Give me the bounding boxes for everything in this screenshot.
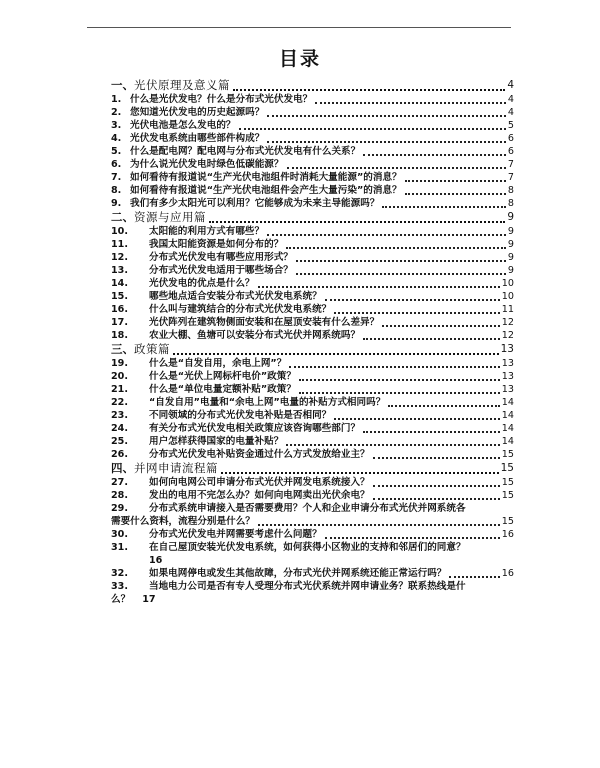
- toc-number: 29.: [111, 503, 128, 514]
- toc-page: 15: [501, 477, 514, 488]
- toc-section[interactable]: [111, 342, 514, 357]
- leader-dots: [405, 187, 506, 195]
- toc-number: 13.: [111, 265, 128, 276]
- toc-number: 20.: [111, 371, 128, 382]
- toc-text: 光伏原理及意义篇: [134, 78, 230, 92]
- toc-entry[interactable]: [111, 264, 514, 277]
- toc-text-continued: 么？: [111, 594, 131, 605]
- toc-number: 6.: [111, 159, 122, 170]
- leader-dots: [325, 293, 500, 301]
- toc-text: 农业大棚、鱼塘可以安装分布式光伏并网系统吗？: [149, 330, 361, 341]
- toc-section[interactable]: [111, 78, 514, 93]
- leader-dots: [325, 531, 500, 539]
- toc-page: 16: [149, 555, 163, 566]
- toc-text: 什么叫与建筑结合的分布式光伏发电系统？: [149, 304, 332, 315]
- leader-dots: [258, 280, 500, 288]
- toc-text: 政策篇: [134, 342, 170, 356]
- toc-text: 有关分布式光伏发电相关政策应该咨询哪些部门？: [149, 423, 361, 434]
- toc-entry[interactable]: [111, 119, 514, 132]
- toc-page: 12: [501, 317, 514, 328]
- leader-dots: [221, 466, 499, 474]
- toc-text: 什么是“单位电量定额补贴”政策？: [149, 384, 296, 395]
- toc-entry[interactable]: [111, 489, 514, 502]
- toc-page: 5: [507, 120, 514, 131]
- toc-entry[interactable]: [111, 476, 514, 489]
- toc-page: 14: [501, 436, 514, 447]
- toc-entry[interactable]: [111, 422, 514, 435]
- toc-number: 11.: [111, 239, 128, 250]
- toc-entry[interactable]: [111, 238, 514, 251]
- toc-entry[interactable]: [111, 132, 514, 145]
- toc-text: 分布式系统申请接入是否需要费用？个人和企业申请分布式光伏并网系统各: [149, 503, 466, 514]
- toc-section[interactable]: [111, 461, 514, 476]
- toc-number: 9.: [111, 198, 122, 209]
- leader-dots: [289, 360, 499, 368]
- toc-entry[interactable]: [111, 370, 514, 383]
- toc-page: 9: [507, 252, 514, 263]
- toc-number: 一、: [111, 78, 134, 92]
- toc-page: 13: [501, 384, 514, 395]
- toc-entry[interactable]: [111, 303, 514, 316]
- toc-number: 3.: [111, 120, 122, 131]
- toc-entry[interactable]: [111, 93, 514, 106]
- leader-dots: [449, 570, 499, 578]
- leader-dots: [334, 412, 500, 420]
- toc-page: 6: [507, 146, 514, 157]
- toc-page: 9: [507, 226, 514, 237]
- toc-page: 13: [501, 358, 514, 369]
- table-of-contents: [111, 78, 514, 606]
- toc-number: 21.: [111, 384, 128, 395]
- toc-page: 13: [501, 371, 514, 382]
- leader-dots: [363, 425, 500, 433]
- toc-text: 并网申请流程篇: [134, 461, 218, 475]
- leader-dots: [267, 109, 506, 117]
- toc-text: 光伏阵列在建筑物侧面安装和在屋顶安装有什么差异？: [149, 317, 380, 328]
- leader-dots: [382, 200, 505, 208]
- toc-entry[interactable]: [111, 541, 514, 567]
- toc-text: 不同领域的分布式光伏发电补贴是否相同？: [149, 410, 332, 421]
- toc-page: 15: [500, 462, 514, 474]
- toc-page: 14: [501, 423, 514, 434]
- toc-text: 如果电网停电或发生其他故障，分布式光伏并网系统还能正常运行吗？: [149, 568, 447, 579]
- toc-entry[interactable]: [111, 277, 514, 290]
- toc-number: 7.: [111, 172, 122, 183]
- toc-page: 6: [507, 133, 514, 144]
- toc-number: 27.: [111, 477, 128, 488]
- leader-dots: [405, 174, 506, 182]
- toc-entry[interactable]: [111, 251, 514, 264]
- toc-text: 什么是配电网？配电网与分布式光伏发电有什么关系？: [130, 146, 361, 157]
- leader-dots: [233, 83, 505, 91]
- toc-number: 22.: [111, 397, 128, 408]
- toc-number: 18.: [111, 330, 128, 341]
- leader-dots: [363, 332, 500, 340]
- toc-page: 9: [507, 265, 514, 276]
- leader-dots: [382, 319, 500, 327]
- toc-number: 10.: [111, 226, 128, 237]
- toc-text: 如何看待有报道说“生产光伏电池组件会产生大量污染”的消息？: [130, 185, 402, 196]
- toc-entry[interactable]: [111, 171, 514, 184]
- toc-page: 16: [501, 529, 514, 540]
- toc-page: 7: [507, 172, 514, 183]
- toc-number: 三、: [111, 342, 134, 356]
- toc-entry[interactable]: [111, 290, 514, 303]
- toc-page: 15: [501, 516, 514, 527]
- toc-text: 为什么说光伏发电时绿色低碳能源？: [130, 159, 284, 170]
- toc-entry[interactable]: [111, 184, 514, 197]
- toc-entry[interactable]: [111, 197, 514, 210]
- leader-dots: [299, 373, 500, 381]
- toc-page: 16: [501, 568, 514, 579]
- toc-page: 12: [501, 330, 514, 341]
- leader-dots: [388, 399, 499, 407]
- leader-dots: [287, 161, 506, 169]
- toc-entry[interactable]: [111, 225, 514, 238]
- toc-page: 4: [507, 79, 514, 91]
- leader-dots: [209, 215, 505, 223]
- toc-page: 4: [507, 94, 514, 105]
- toc-number: 19.: [111, 358, 128, 369]
- toc-number: 31.: [111, 542, 128, 553]
- leader-dots: [267, 135, 506, 143]
- toc-page: 17: [142, 594, 156, 605]
- toc-page: 13: [500, 343, 514, 355]
- leader-dots: [373, 451, 500, 459]
- toc-text: 我们有多少太阳光可以利用？它能够成为未来主导能源吗？: [130, 198, 380, 209]
- toc-text: 什么是“光伏上网标杆电价”政策？: [149, 371, 296, 382]
- toc-section[interactable]: [111, 210, 514, 225]
- toc-entry[interactable]: [111, 502, 514, 528]
- toc-entry[interactable]: [111, 580, 514, 606]
- toc-text: 如何看待有报道说“生产光伏电池组件时消耗大量能源”的消息？: [130, 172, 402, 183]
- toc-number: 24.: [111, 423, 128, 434]
- toc-number: 5.: [111, 146, 122, 157]
- toc-page: 15: [501, 449, 514, 460]
- toc-text: 如何向电网公司申请分布式光伏并网发电系统接入？: [149, 477, 370, 488]
- toc-number: 33.: [111, 581, 128, 592]
- leader-dots: [296, 267, 506, 275]
- toc-number: 23.: [111, 410, 128, 421]
- toc-entry[interactable]: [111, 106, 514, 119]
- leader-dots: [315, 96, 506, 104]
- toc-number: 28.: [111, 490, 128, 501]
- toc-text: 发出的电用不完怎么办？如何向电网卖出光伏余电？: [149, 490, 370, 501]
- toc-entry[interactable]: [111, 448, 514, 461]
- toc-number: 32.: [111, 568, 128, 579]
- toc-text: 光伏电池是怎么发电的？: [130, 120, 236, 131]
- toc-text: 分布式光伏发电适用于哪些场合？: [149, 265, 293, 276]
- leader-dots: [363, 148, 506, 156]
- toc-number: 12.: [111, 252, 128, 263]
- toc-page: 9: [507, 239, 514, 250]
- leader-dots: [258, 518, 500, 526]
- toc-page: 14: [501, 397, 514, 408]
- toc-page: 4: [507, 107, 514, 118]
- toc-text: 分布式光伏发电补贴资金通过什么方式发放给业主？: [149, 449, 370, 460]
- toc-page: 7: [507, 159, 514, 170]
- leader-dots: [286, 241, 506, 249]
- leader-dots: [239, 122, 506, 130]
- leader-dots: [267, 228, 506, 236]
- toc-entry[interactable]: [111, 396, 514, 409]
- toc-number: 14.: [111, 278, 128, 289]
- toc-page: 10: [501, 291, 514, 302]
- toc-number: 四、: [111, 461, 134, 475]
- toc-text: 我国太阳能资源是如何分布的？: [149, 239, 284, 250]
- toc-page: 14: [501, 410, 514, 421]
- toc-entry[interactable]: [111, 329, 514, 342]
- toc-text: 用户怎样获得国家的电量补贴？: [149, 436, 284, 447]
- toc-page: 15: [501, 490, 514, 501]
- toc-number: 26.: [111, 449, 128, 460]
- toc-text: 什么是光伏发电？什么是分布式光伏发电？: [130, 94, 313, 105]
- toc-text: 光伏发电系统由哪些部件构成？: [130, 133, 265, 144]
- toc-number: 8.: [111, 185, 122, 196]
- toc-number: 2.: [111, 107, 122, 118]
- toc-number: 30.: [111, 529, 128, 540]
- toc-text: 分布式光伏发电并网需要考虑什么问题？: [149, 529, 322, 540]
- toc-page: 10: [501, 278, 514, 289]
- toc-page: 8: [507, 185, 514, 196]
- toc-text: 分布式光伏发电有哪些应用形式？: [149, 252, 293, 263]
- toc-entry[interactable]: [111, 357, 514, 370]
- toc-entry[interactable]: [111, 567, 514, 580]
- toc-number: 16.: [111, 304, 128, 315]
- page-title: 目录: [278, 48, 321, 70]
- toc-text: 当地电力公司是否有专人受理分布式光伏系统并网申请业务？联系热线是什: [149, 581, 466, 592]
- leader-dots: [373, 492, 500, 500]
- toc-page: 11: [501, 304, 514, 315]
- toc-number: 4.: [111, 133, 122, 144]
- leader-dots: [373, 479, 500, 487]
- toc-text-continued: 需要什么资料，流程分别是什么？: [111, 516, 255, 527]
- toc-entry[interactable]: [111, 316, 514, 329]
- toc-text: 什么是“自发自用，余电上网”？: [149, 358, 287, 369]
- toc-text: 资源与应用篇: [134, 210, 206, 224]
- leader-dots: [173, 347, 499, 355]
- leader-dots: [296, 254, 506, 262]
- toc-text: “自发自用”电量和“余电上网”电量的补贴方式相同吗？: [149, 397, 386, 408]
- toc-entry[interactable]: [111, 409, 514, 422]
- toc-page: 8: [507, 198, 514, 209]
- toc-number: 25.: [111, 436, 128, 447]
- toc-entry[interactable]: [111, 158, 514, 171]
- toc-text: 太阳能的利用方式有哪些？: [149, 226, 265, 237]
- toc-entry[interactable]: [111, 383, 514, 396]
- leader-dots: [299, 386, 500, 394]
- toc-number: 15.: [111, 291, 128, 302]
- toc-text: 您知道光伏发电的历史起源吗？: [130, 107, 265, 118]
- toc-page: 9: [507, 211, 514, 223]
- toc-number: 二、: [111, 210, 134, 224]
- toc-entry[interactable]: [111, 145, 514, 158]
- leader-dots: [286, 438, 499, 446]
- toc-number: 1.: [111, 94, 122, 105]
- leader-dots: [334, 306, 500, 314]
- toc-text: 在自己屋顶安装光伏发电系统，如何获得小区物业的支持和邻居们的同意？: [149, 542, 466, 553]
- toc-text: 光伏发电的优点是什么？: [149, 278, 255, 289]
- toc-text: 哪些地点适合安装分布式光伏发电系统？: [149, 291, 322, 302]
- toc-entry[interactable]: [111, 528, 514, 541]
- toc-number: 17.: [111, 317, 128, 328]
- header-rule: [87, 27, 511, 28]
- toc-entry[interactable]: [111, 435, 514, 448]
